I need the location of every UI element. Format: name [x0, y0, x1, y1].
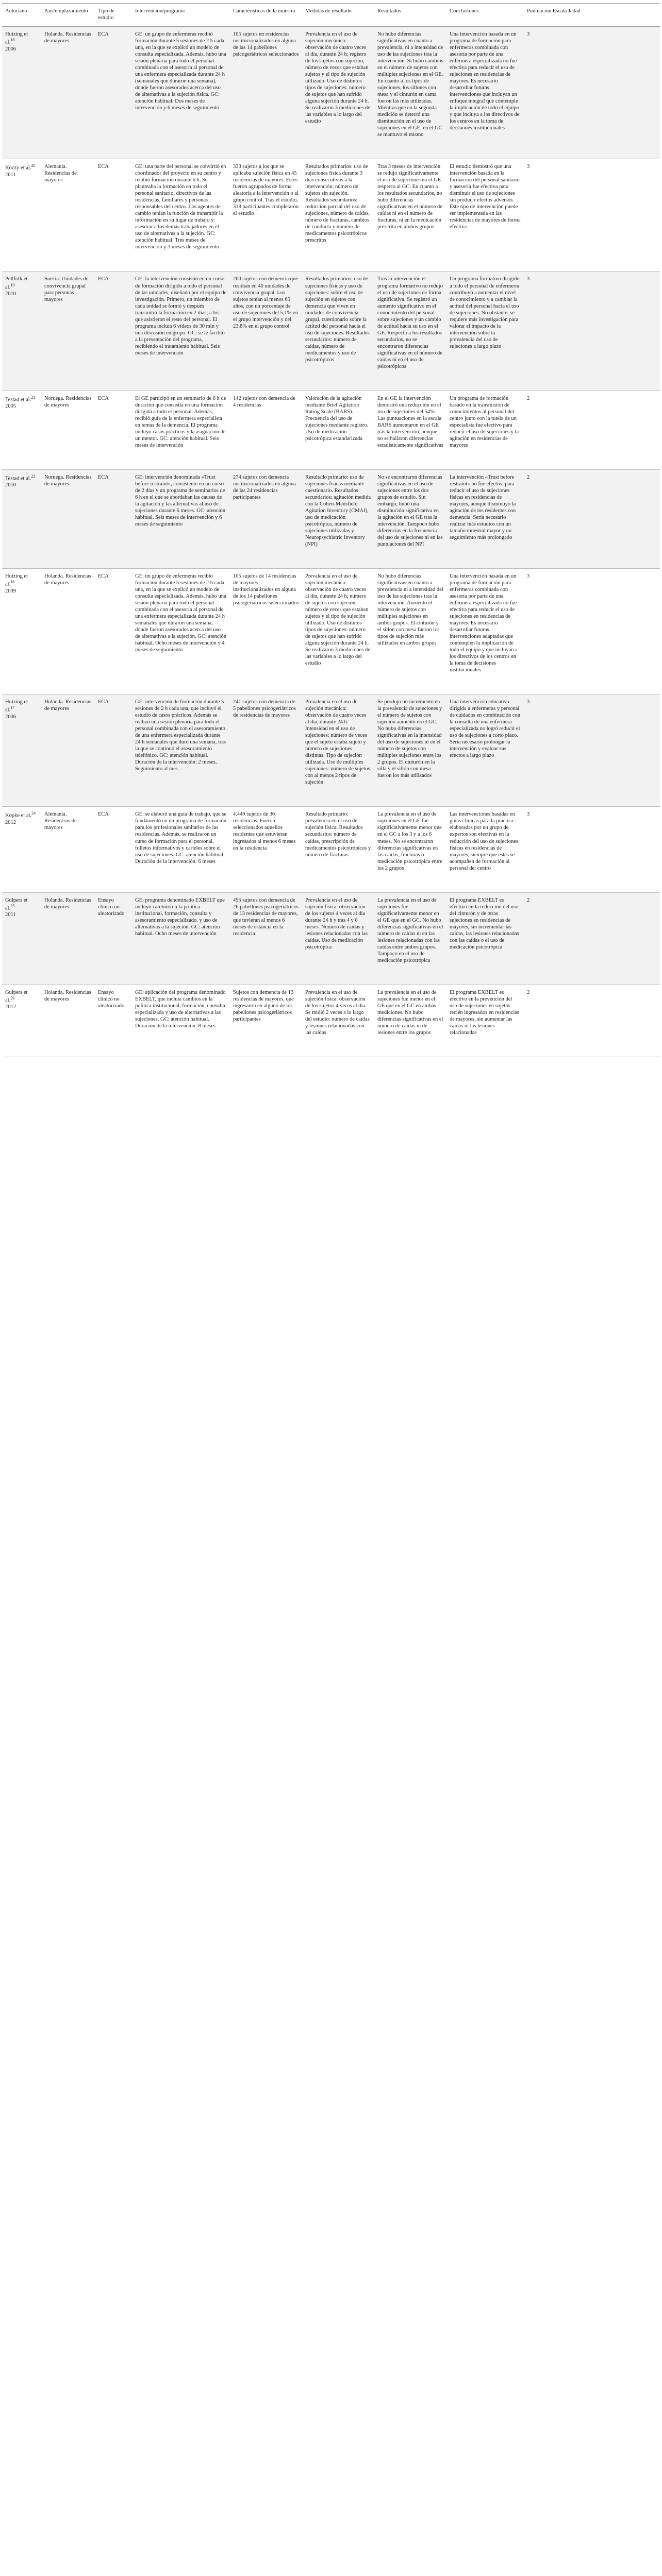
intervention-cell: GE: programa denominado EXBELT que incluyó cambios en la política institucional, formación, consulta y asesoramiento especializado, y uso de alternativas a la sujeción. GC: atención habitual. Ocho meses de intervención	[132, 892, 230, 985]
header-measures: Medidas de resultado	[302, 4, 374, 27]
author-cell	[2, 272, 41, 391]
intervention-cell: GE: se elaboró una guía de trabajo, que se fundamentó en un programa de formación para los profesionales sanitarios de las residencias. Además, se realizaron un curso de formación para el personal, folletos informativos y carteles sobre el uso de sujeciones. GC: atención habitual. Duración de la intervención: 6 meses	[132, 807, 230, 892]
conclusions-cell: La intervención «Trust before restraint» no fue efectiva para reducir el uso de sujeciones físicas en residencias de mayores, aunque disminuyó la agitación de los residentes con demencia. Sería necesario realizar más estudios con un tamaño muestral mayor y un seguimiento más prolongado	[446, 469, 524, 568]
publication-year: 2006	[5, 46, 16, 52]
country-cell: Holanda. Residencias de mayores	[41, 694, 95, 807]
jadad-score-cell: 3	[524, 694, 660, 807]
intervention-cell: GE: la intervención consistió en un curso de formación dirigido a todo el personal de las unidades, diseñado por el equipo de investigación. Primero, un miembro de cada unidad se formó y después transmitió la formación en 2 días; a los que asistieron el resto del personal. El programa incluía 6 vídeos de 30 min y una discusión en grupo. GC: se le facilitó a la presentación del programa, recibiendo el tratamiento habitual. Seis meses de intervención	[132, 272, 230, 391]
results-cell: La prevalencia en el uso de sujeciones en el GE fue significativamente menor que en el GC a los 3 y a los 6 meses. No se encontraron diferencias significativas en las caídas, fracturas o medicación psicotrópica entre los 2 grupos	[374, 807, 446, 892]
author-name: Koczy et al.	[5, 165, 31, 171]
country-cell: Holanda. Residencias de mayores	[41, 892, 95, 985]
measures-cell: Valoración de la agitación mediante Brief Agitation Rating Scale (BARS). Frecuencia del uso de sujeciones mediante registro. Uso de medicación psicotrópica estandarizada	[302, 391, 374, 469]
intervention-cell: GE: una parte del personal se convirtió en coordinador del proyecto en su centro y recibió formación durante 6 h. Se planteaba la formación en todo el personal sanitario, directivos de las residencias, familiares y personas responsables del centro. Los agentes de cambio tenían la función de transmitir la información en su lugar de trabajo y asesorar a los demás trabajadores en el uso de alternativas a la sujeción. GC: atención habitual. Tres meses de intervención y 3 meses de seguimiento	[132, 159, 230, 272]
publication-year: 2006	[5, 714, 16, 720]
intervention-cell: GE: un grupo de enfermeras recibió formación durante 5 sesiones de 2 h cada una, en la que se explicó un modelo de consulta especializada. Además, hubo una sesión plenaria para todo el personal combinada con el asesoría al personal de una enfermera especializada durante 24 h (semanales que duraron una semana), donde fueron asesorados acerca del uso de alternativas a la sujeción física. GC: atención habitual. Dos meses de intervención y 6 meses de seguimiento	[132, 27, 230, 159]
study-type-cell: ECA	[95, 807, 132, 892]
reference-number[interactable]: 25	[10, 903, 15, 908]
header-conclusions: Conclusiones	[446, 4, 524, 27]
country-cell: Noruega. Residencias de mayores	[41, 391, 95, 469]
page	[0, 0, 662, 1062]
author-cell	[2, 27, 41, 159]
reference-number[interactable]: 19	[10, 282, 15, 287]
publication-year: 2005	[5, 403, 16, 410]
jadad-score-cell: 2	[524, 469, 660, 568]
country-cell: Alemania. Residencias de mayores	[41, 159, 95, 272]
results-cell: La prevalencia en el uso de sujeciones fue significativamente menor en el GE que en el GC. No hubo diferencias significativas en el número de caídas ni en las lesiones relacionadas con las caídas entre ambos grupos. Tampoco en el uso de medicación psicotrópica	[374, 892, 446, 985]
author-name: Huizing et al.	[5, 31, 28, 45]
author-cell	[2, 159, 41, 272]
measures-cell: Prevalencia en el uso de sujeción física: observación de los sujetos 4 veces al día durante 24 h y tras 4 y 8 meses. Número de caídas y lesiones relacionadas con las caídas. Uso de medicación psicotrópica	[302, 892, 374, 985]
publication-year: 2012	[5, 1004, 16, 1010]
evidence-table	[2, 3, 660, 1057]
jadad-score-cell: 2	[524, 892, 660, 985]
measures-cell: Prevalencia en el uso de sujeción mecánica: observación de cuatro veces al día, durante 24 h; número de sujetos con sujeción, número de veces que estaban sujetos y el tipo de sujeción utilizado. Uso de distintos tipos de sujeciones: número de sujetos que han sufrido alguna sujeción durante 24 h. Se realizaron 3 mediciones de las variables a lo largo del estudio	[302, 569, 374, 694]
sample-cell: 274 sujetos con demencia institucionalizados en alguna de las 24 residencias participantes	[230, 469, 302, 568]
reference-number[interactable]: 18	[10, 38, 15, 43]
reference-number[interactable]: 22	[31, 473, 36, 479]
sample-cell: 200 sujetos con demencia que residían en 40 unidades de convivencia grupal. Los sujetos tenían al menos 65 años, con un porcentaje de uso de sujeciones del 5,1% en el grupo intervención y del 23,8% en el grupo control	[230, 272, 302, 391]
jadad-score-cell: 2	[524, 391, 660, 469]
publication-year: 2011	[5, 172, 16, 178]
measures-cell: Resultados primarios: uso de sujeciones físicas y uso de sujeciones: sobre el uso de sujeción en sujetos con demencia que viven en unidades de convivencia grupal, cuestionario sobre la actitud del personal hacia el uso de sujeciones. Resultados secundarios: número de caídas, número de medicamentos y uso de psicotrópicos	[302, 272, 374, 391]
intervention-cell: GE: aplicación del programa denominado EXBELT, que incluía cambios en la política institucional, formación, consulta especializada y uso de alternativas a las sujeciones. GC: atención habitual. Duración de la intervención: 8 meses	[132, 985, 230, 1057]
study-type-cell: ECA	[95, 391, 132, 469]
conclusions-cell: Una intervención educativa dirigida a enfermeras y personal de cuidados en combinación con la consulta de una enfermera especializada no logró reducir el uso de sujeciones a corto plazo. Sería necesario prolongar la intervención y evaluar sus efectos a largo plazo	[446, 694, 524, 807]
conclusions-cell: El estudio demostró que una intervención basada en la formación del personal sanitario y asesoría fue efectiva para disminuir el uso de sujeciones sin producir efectos adversos. Este tipo de intervención puede ser implementada en las residencias de mayores de forma efectiva	[446, 159, 524, 272]
publication-year: 2010	[5, 291, 16, 297]
measures-cell: Prevalencia en el uso de sujeción mecánica: observación de cuatro veces al día, durante 24 h; registro de los sujetos con sujeción, número de veces que estaban sujetos y el tipo de sujeción utilizado. Uso de distintos tipos de sujeciones: número de sujetos que han sufrido alguna sujeción durante 24 h. Se realizaron 3 mediciones de las variables a lo largo del estudio	[302, 27, 374, 159]
header-country: País/emplazamiento	[41, 4, 95, 27]
conclusions-cell: El programa EXBELT es efectivo en la prevención del uso de sujeciones en sujetos recién ingresados en residencias de mayores, sin aumentar las caídas ni las lesiones relacionadas	[446, 985, 524, 1057]
sample-cell: 495 sujetos con demencia de 26 pabellones psicogeriátricos de 13 residencias de mayores, que tuvieran al menos 6 meses de estancia en la residencia	[230, 892, 302, 985]
table-row	[2, 469, 660, 568]
conclusions-cell: Un programa formativo dirigido a todo el personal de enfermería contribuyó a aumentar el nivel de conocimiento y a cambiar la actitud del personal hacia el uso de sujeciones. No obstante, se requiere más investigación para valorar el impacto de la intervención sobre la prevalencia del uso de sujeciones a largo plazo	[446, 272, 524, 391]
publication-year: 2012	[5, 819, 16, 825]
results-cell: Se produjo un incremento en la prevalencia de sujeciones y el número de sujetos con sujeción aumentó en el GC. No hubo diferencias significativas en la intensidad del uso de sujeciones ni en el número de sujetos con múltiples sujeciones entre los 2 grupos. El cinturón en la silla y el sillón con mesa fueron los más utilizados	[374, 694, 446, 807]
sample-cell: 241 sujetos con demencia de 5 pabellones psicogeriátricos de residencias de mayores	[230, 694, 302, 807]
study-type-cell: ECA	[95, 694, 132, 807]
intervention-cell: GE: intervención de formación durante 5 sesiones de 2 h cada una, que incluyó el estudio de casos prácticos. Además se realizó una sesión plenaria para todo el personal combinada con el asesoramiento de una enfermera especializada durante 24 h semanales que duró una semana, tras la que se continuó el asesoramiento telefónico. GC: atención habitual. Duración de la intervención: 2 meses. Seguimiento al mes	[132, 694, 230, 807]
sample-cell: Sujetos con demencia de 13 residencias de mayores, que ingresaron en alguno de los pabellones psicogeriátricos participantes	[230, 985, 302, 1057]
author-cell	[2, 807, 41, 892]
measures-cell: Resultados primarios: uso de sujeciones física durante 3 días consecutivos a la intervención; número de sujetos sin sujeción. Resultados secundarios: reducción parcial del uso de sujeciones, número de caídas, número de fracturas, cambios de conducta y número de medicamentos psicotrópicos prescritos	[302, 159, 374, 272]
jadad-score-cell: 3	[524, 569, 660, 694]
results-cell: La prevalencia en el uso de sujeciones fue menor en el GE que en el GC en ambas mediciones. No hubo diferencias significativas en el número de caídas ni de lesiones entre los grupos	[374, 985, 446, 1057]
jadad-score-cell: 2	[524, 985, 660, 1057]
intervention-cell: GE: un grupo de enfermeras recibió formación durante 5 sesiones de 2 h cada una, en la que se explicó un modelo de consulta especializada. Además, hubo una sesión plenaria para todo el personal combinada con el asesoría al personal de una enfermera especializada durante 24 h semanales que duraron una semana, donde fueron asesorados acerca del uso de alternativas a la sujeción. GC: atención habitual. Ocho meses de intervención y 4 meses de seguimiento	[132, 569, 230, 694]
sample-cell: 105 sujetos en residencias institucionalizados en alguna de las 14 pabellones psicogeriátricos seleccionados	[230, 27, 302, 159]
sample-cell: 4.449 sujetos de 36 residencias. Fueron seleccionados aquellos residentes que estuvieran ingresados al menos 6 meses en la residencia	[230, 807, 302, 892]
author-name: Pellfolk et al.	[5, 276, 28, 290]
table-row	[2, 159, 660, 272]
results-cell: No hubo diferencias significativas en cuanto a prevalencia ni a intensidad del uso de las sujeciones tras la intervención. Aumentó el número de sujetos con múltiples sujeciones en ambos grupos. El cinturón y el sillón con mesa fueron los tipos de sujeción más utilizados en ambos grupos	[374, 569, 446, 694]
reference-number[interactable]: 24	[31, 811, 36, 816]
header-sample: Características de la muestra	[230, 4, 302, 27]
author-name: Testad et al.	[5, 397, 31, 403]
country-cell: Suecia. Unidades de convivencia grupal para personas mayores	[41, 272, 95, 391]
jadad-score-cell: 3	[524, 807, 660, 892]
study-type-cell: Ensayo clínico no aleatorizado	[95, 892, 132, 985]
table-row	[2, 391, 660, 469]
reference-number[interactable]: 17	[10, 705, 15, 710]
results-cell: No hubo diferencias significativas en cuanto a prevalencia, ni a intensidad de uso de las sujeciones tras la intervención. Sí hubo cambios en el número de sujetos con múltiples sujeciones en el GE. En cuanto a los tipos de sujeciones, los sillones con mesa y el cinturón en cama fueron las más utilizadas. Mientras que en la segunda medición se detectó una disminución en el uso de sujeciones en el GE, en el GC se mantuvo el mismo	[374, 27, 446, 159]
country-cell: Holanda. Residencias de mayores	[41, 569, 95, 694]
sample-cell: 142 sujetos con demencia de 4 residencias	[230, 391, 302, 469]
study-type-cell: ECA	[95, 569, 132, 694]
author-name: Testad et al.	[5, 476, 31, 482]
study-type-cell: ECA	[95, 159, 132, 272]
results-cell: Tras la intervención el programa formativo no redujo el uso de sujeciones de forma significativa. Se registró un aumento significativo en el conocimiento del personal sobre sujeciones y un cambio de actitud hacia su uso en el GE. Respecto a los resultados secundarios, no se encontraron diferencias significativas en el número de caídas ni en el uso de psicotrópicos	[374, 272, 446, 391]
author-name: Köpke et al.	[5, 812, 32, 819]
header-jadad: Puntuación Escala Jadad	[524, 4, 660, 27]
conclusions-cell: Las intervenciones basadas en guías clínicas para la práctica elaboradas por un grupo de expertos son efectivas en la reducción del uso de sujeciones físicas en residencias de mayores, siempre que estas se acompañen de formación al personal del centro	[446, 807, 524, 892]
table-row	[2, 272, 660, 391]
conclusions-cell: El programa EXBELT es efectivo en la reducción del uso del cinturón y de otras sujeciones en residencias de mayores, sin incrementar las caídas, las lesiones relacionadas con las caídas o el uso de medicación psicotrópica	[446, 892, 524, 985]
table-body	[2, 27, 660, 1057]
study-type-cell: ECA	[95, 469, 132, 568]
measures-cell: Resultado primario: uso de sujeciones físicas mediante cuestionario. Resultados secundarios: agitación medida con la Cohen-Mansfield Agitation Inventory (CMAI), uso de medicación psicotrópica, número de sujeciones utilizadas y Neuropsychiatric Inventory (NPI)	[302, 469, 374, 568]
publication-year: 2010	[5, 482, 16, 488]
results-cell: Tras 3 meses de intervención se redujo significativamente el uso de sujeciones en el GE respecto al GC. En cuanto a los resultados secundarios, no hubo diferencias significativas en el número de caídas ni en el número de fracturas, ni en la medicación prescrita en ambos grupos	[374, 159, 446, 272]
results-cell: En el GE la intervención demostró una reducción en el uso de sujeciones del 54%. Las puntuaciones en la escala BARS aumentaron en el GE tras la intervención, aunque no se hallaron diferencias estadísticamente significativas	[374, 391, 446, 469]
table-row	[2, 569, 660, 694]
header-results: Resultados	[374, 4, 446, 27]
author-name: Huizing et al.	[5, 699, 28, 713]
country-cell: Alemania. Residencias de mayores	[41, 807, 95, 892]
conclusions-cell: Un programa de formación basado en la transmisión de conocimientos al personal del centro junto con la tutela de un especialista fue efectivo para reducir el uso de sujeciones y la agitación en residencias de mayores	[446, 391, 524, 469]
sample-cell: 333 sujetos a los que se aplicaba sujeción física en 45 residencias de mayores. Estos fueron agrupados de forma aleatoria a la intervención o al grupo control. Tras el estudio, 318 participantes completaron el estudio	[230, 159, 302, 272]
reference-number[interactable]: 21	[31, 395, 36, 400]
reference-number[interactable]: 26	[10, 995, 15, 1001]
author-cell	[2, 391, 41, 469]
conclusions-cell: Una intervención basada en un programa de formación para enfermeras combinada con asesoría por parte de una enfermera especializada no fue efectiva para reducir el uso de sujeciones en residencias de mayores. Es necesario desarrollar futuras intervenciones adaptadas que contemplen la implicación de todo el equipo y que incluyan a los directivos de los centros en la toma de decisiones institucionales	[446, 569, 524, 694]
jadad-score-cell: 3	[524, 159, 660, 272]
table-row	[2, 985, 660, 1057]
author-cell	[2, 892, 41, 985]
conclusions-cell: Una intervención basada en un programa de formación para enfermeras combinada con asesoría por parte de una enfermera especializada no fue efectiva para reducir el uso de sujeciones en residencias de mayores. Es necesario desarrollar futuras intervenciones que incluyan un enfoque integral que contemple la implicación de todo el equipo y que incluya a los directivos de los centros en la toma de decisiones institucionales	[446, 27, 524, 159]
jadad-score-cell: 3	[524, 272, 660, 391]
jadad-score-cell: 3	[524, 27, 660, 159]
header-row	[2, 4, 660, 27]
author-name: Huizing et al.	[5, 573, 28, 587]
header-intervention: Intervención/programa	[132, 4, 230, 27]
author-name: Gulpers et al.	[5, 989, 28, 1004]
study-type-cell: ECA	[95, 27, 132, 159]
publication-year: 2011	[5, 912, 16, 918]
sample-cell: 105 sujetos de 14 residencias de mayores institucionalizados en alguna de los 14 pabellones psicogeriátricos seleccionados	[230, 569, 302, 694]
intervention-cell: El GE participó en un seminario de 6 h de duración que consistía en una formación dirigida a todo el personal. Además, recibió guía de la enfermera especialista en temas de la demencia. El programa incluyó casos prácticos y la asignación de un mentor. GC: atención habitual. Seis meses de intervención	[132, 391, 230, 469]
table-row	[2, 694, 660, 807]
table-row	[2, 807, 660, 892]
intervention-cell: GE: intervención denominada «Trust before restraint», consistente en un curso de 2 días y un programa de seminarios de 6 h en el que se abordaban las causas de la agitación y las alternativas al uso de sujeciones durante 6 meses. GC: atención habitual. Seis meses de intervención y 6 meses de seguimiento	[132, 469, 230, 568]
author-cell	[2, 694, 41, 807]
header-author: Autor/año	[2, 4, 41, 27]
results-cell: No se encontraron diferencias significativas en el uso de sujeciones entre los dos grupos de estudio. Sin embargo, hubo una disminución significativa en la agitación en el GE tras la intervención. Tampoco hubo diferencias en la frecuencia del uso de sujeciones ni en las puntuaciones del NPI	[374, 469, 446, 568]
country-cell: Holanda. Residencias de mayores	[41, 27, 95, 159]
author-cell	[2, 469, 41, 568]
study-type-cell: ECA	[95, 272, 132, 391]
country-cell: Noruega. Residencias de mayores	[41, 469, 95, 568]
study-type-cell: Ensayo clínico no aleatorizado	[95, 985, 132, 1057]
author-name: Gulpers et al.	[5, 897, 28, 911]
publication-year: 2009	[5, 588, 16, 594]
measures-cell: Prevalencia en el uso de sujeción mecánica: observación de cuatro veces al día, durante 24 h. Intensidad en el uso de sujeciones: número de veces que el sujeto estaba sujeto y número de sujeciones distintas. Tipo de sujeción utilizada. Uso de múltiples sujeciones: número de sujetos con al menos 2 tipos de sujeción	[302, 694, 374, 807]
reference-number[interactable]: 16	[10, 580, 15, 585]
measures-cell: Prevalencia en el uso de sujeción física: observación de los sujetos 4 veces al día. Se midió 2 veces a lo largo del estudio: número de caídas y lesiones relacionadas con las caídas	[302, 985, 374, 1057]
author-cell	[2, 985, 41, 1057]
header-type: Tipo de estudio	[95, 4, 132, 27]
table-row	[2, 27, 660, 159]
country-cell: Holanda. Residencias de mayores	[41, 985, 95, 1057]
author-cell	[2, 569, 41, 694]
reference-number[interactable]: 20	[31, 163, 36, 168]
table-row	[2, 892, 660, 985]
measures-cell: Resultado primario: prevalencia en el uso de sujeción física. Resultados secundarios: número de caídas, prescripción de medicamentos psicotrópicos y número de fracturas	[302, 807, 374, 892]
